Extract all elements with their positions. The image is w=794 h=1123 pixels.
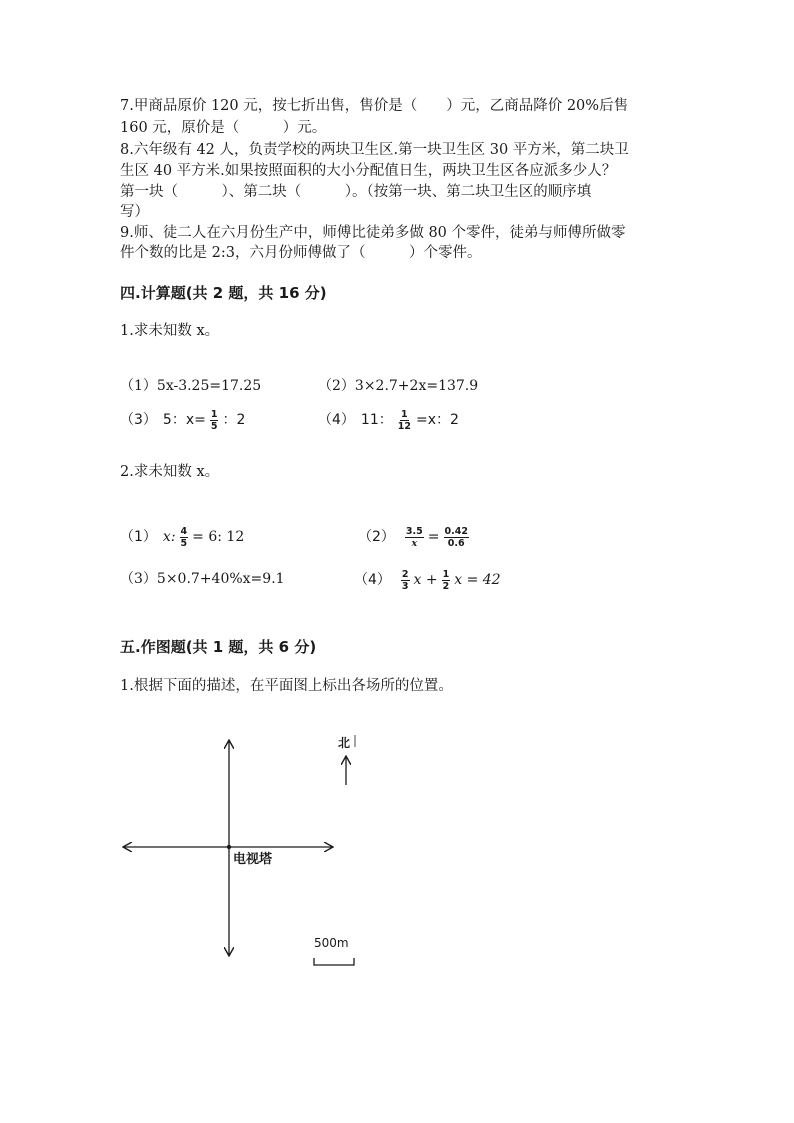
q1-equation-2: （2）3×2.7+2x=137.9	[318, 378, 479, 394]
q2-equation-4-fraction-1	[401, 569, 410, 592]
q2-equation-1	[120, 522, 244, 552]
q7-line-2: 160 元，原价是（ ）元。	[120, 120, 327, 136]
q1-equation-4-pre: 11：	[360, 412, 393, 428]
q2-equation-2-equals: =	[427, 529, 440, 545]
q1-equation-4-post: =x：2	[415, 412, 459, 428]
fraction-numerator: 3.5	[405, 525, 423, 537]
scale-label: 500m	[314, 936, 349, 950]
scale-bar	[314, 958, 354, 965]
q1-equation-3-fraction	[210, 409, 219, 432]
q2-equation-1-tag: （1）	[120, 529, 157, 545]
fraction-numerator: 0.42	[444, 525, 468, 537]
q1-equation-3	[120, 406, 245, 434]
fraction-denominator: 5	[210, 420, 218, 432]
fraction-denominator: x	[411, 537, 418, 549]
q2-equation-1-post: = 6: 12	[192, 529, 245, 545]
q2-equation-4-fraction-2	[442, 569, 451, 592]
q2-equation-4-mid: x +	[413, 572, 438, 588]
q2-equation-3: （3）5×0.7+40%x=9.1	[120, 571, 285, 587]
q8-line-4: 写）	[120, 204, 149, 220]
fraction-numerator: 1	[210, 408, 218, 420]
fraction-numerator: 1	[442, 568, 450, 580]
q8-line-1: 8.六年级有 42 人，负责学校的两块卫生区.第一块卫生区 30 平方米，第二块卫	[120, 142, 629, 158]
q1-equation-3-post: ：2	[222, 412, 246, 428]
section-5-heading: 五.作图题(共 1 题，共 6 分)	[120, 638, 317, 656]
fraction-denominator: 2	[442, 580, 450, 592]
tv-tower-point	[227, 845, 231, 849]
fraction-denominator: 12	[397, 420, 411, 432]
fraction-numerator: 4	[180, 525, 188, 537]
q9-line-2: 件个数的比是 2:3，六月份师傅做了（ ）个零件。	[120, 245, 482, 261]
q9-line-1: 9.师、徒二人在六月份生产中，师傅比徒弟多做 80 个零件，徒弟与师傅所做零	[120, 225, 626, 241]
fraction-numerator: 1	[401, 408, 408, 420]
section-4-heading: 四.计算题(共 2 题，共 16 分)	[120, 284, 327, 302]
north-label: 北	[338, 736, 351, 750]
q1-equation-4-tag: （4）	[318, 412, 355, 428]
plane-map-diagram	[110, 725, 370, 975]
q1-equation-4	[318, 406, 459, 434]
fraction-denominator: 0.6	[447, 537, 465, 549]
tv-tower-label: 电视塔	[233, 852, 273, 867]
q2-equation-2-fraction-right	[444, 526, 469, 549]
q2-equation-4-post: x = 42	[454, 572, 501, 588]
q2-equation-4-tag: （4）	[354, 572, 391, 588]
q2-equation-2	[358, 520, 473, 554]
fraction-denominator: 3	[401, 580, 409, 592]
q1-equation-3-tag: （3）	[120, 412, 157, 428]
q8-line-2: 生区 40 平方米.如果按照面积的大小分配值日生，两块卫生区各应派多少人？	[120, 163, 617, 179]
section-4-q1-title: 1.求未知数 x。	[120, 323, 220, 339]
section-4-q2-title: 2.求未知数 x。	[120, 464, 220, 480]
fraction-numerator: 2	[401, 568, 409, 580]
q1-equation-1: （1）5x-3.25=17.25	[120, 378, 262, 394]
q1-equation-3-pre: 5：x=	[162, 412, 206, 428]
q2-equation-1-pre: x:	[162, 529, 176, 545]
q2-equation-1-fraction	[180, 526, 189, 549]
q8-line-3: 第一块（ ）、第二块（ ）。（按第一块、第二块卫生区的顺序填	[120, 184, 592, 200]
fraction-denominator: 5	[180, 537, 188, 549]
q2-equation-2-tag: （2）	[358, 529, 395, 545]
q2-equation-2-fraction-left	[405, 526, 424, 549]
q7-line-1: 7.甲商品原价 120 元，按七折出售，售价是（ ）元，乙商品降价 20%后售	[120, 98, 629, 114]
q1-equation-4-fraction	[397, 409, 412, 432]
section-5-q1-title: 1.根据下面的描述，在平面图上标出各场所的位置。	[120, 678, 453, 694]
q2-equation-4	[354, 565, 501, 595]
